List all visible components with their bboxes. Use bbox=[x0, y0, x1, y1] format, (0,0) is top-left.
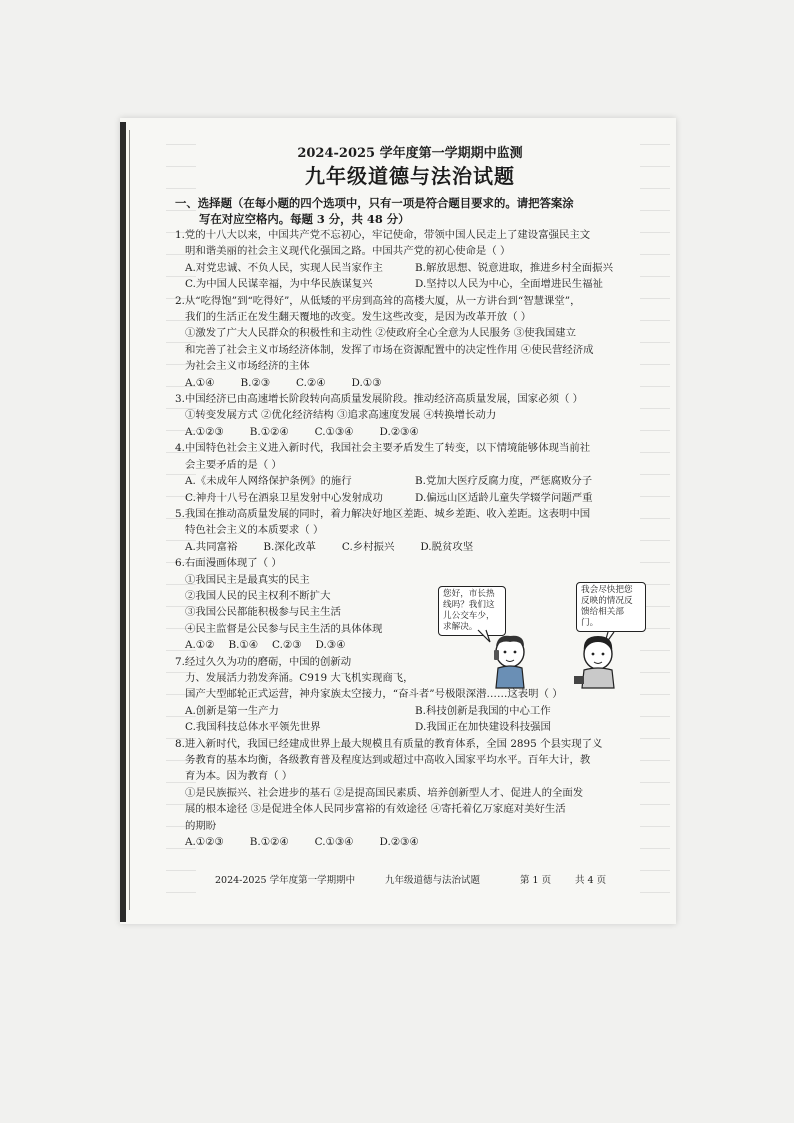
option: B.解放思想、锐意进取，推进乡村全面振兴 bbox=[415, 261, 613, 274]
option: C.①③④ bbox=[314, 836, 354, 849]
footer-subject: 九年级道德与法治试题 bbox=[385, 875, 481, 886]
cartoon-illustration bbox=[438, 580, 658, 690]
option: D.我国正在加快建设科技强国 bbox=[415, 721, 551, 734]
option: B.科技创新是我国的中心工作 bbox=[415, 704, 551, 717]
option: C.②④ bbox=[296, 376, 326, 389]
question-4-options bbox=[175, 473, 645, 506]
option: A.①②③ bbox=[185, 836, 224, 849]
question-5: 5.我国在推动高质量发展的同时，着力解决好地区差距、城乡差距、收入差距。这表明中国 特色社会主义的本质要求（ ） A.共同富裕 B.深化改革 C.乡村振兴 D.脱贫攻坚 bbox=[175, 506, 645, 555]
citizen-figure bbox=[494, 636, 524, 688]
question-8-options bbox=[175, 834, 645, 850]
option: B.①④ bbox=[228, 639, 259, 652]
binding-line bbox=[129, 130, 130, 910]
exam-content bbox=[175, 145, 645, 850]
option: A.共同富裕 bbox=[185, 540, 238, 553]
footer-total: 共 4 页 bbox=[575, 875, 607, 886]
footer-page: 第 1 页 bbox=[520, 875, 552, 886]
exam-title: 九年级道德与法治试题 bbox=[305, 164, 515, 188]
option: B.②③ bbox=[240, 376, 271, 389]
exam-year-line: 2024-2025 学年度第一学期期中监测 bbox=[297, 146, 523, 161]
option: C.我国科技总体水平领先世界 bbox=[185, 721, 321, 734]
option: D.③④ bbox=[315, 639, 346, 652]
question-1-options bbox=[175, 260, 645, 293]
option: B.党加大医疗反腐力度，严惩腐败分子 bbox=[415, 475, 593, 488]
binding-edge bbox=[120, 122, 126, 922]
option: A.①② bbox=[185, 639, 215, 652]
option: A.①②③ bbox=[185, 425, 224, 438]
question-5-options bbox=[175, 539, 645, 555]
question-8: 8.进入新时代，我国已经建成世界上最大规模且有质量的教育体系，全国 2895 个县实现了义 务教育的基本均衡，各级教育普及程度达到或超过中高收入国家平均水平。百年大计，教 育为本。因为教育（ ） ①是民族振兴、社会进步的基石 ②是提高国民素质、培养创新型人才、促进人的全面发 展的根本途径 ③是促进全体人民同步富裕的有效途径 ④寄托着亿万家庭对美好生活 的期盼 A.①②③ B.①②④ C.①③④ D.②③④ bbox=[175, 736, 645, 851]
question-7-options bbox=[175, 703, 645, 736]
option: A.创新是第一生产力 bbox=[185, 704, 279, 717]
option: D.偏远山区适龄儿童失学辍学问题严重 bbox=[415, 491, 593, 504]
question-3-options bbox=[175, 424, 645, 440]
option: B.①②④ bbox=[249, 425, 289, 438]
question-6: 6.右面漫画体现了（ ） ①我国民主是最真实的民主 ②我国人民的民主权利不断扩大 ③我国公民都能积极参与民主生活 ④民主监督是公民参与民主生活的具体体现 A.①② B.①④ C.②③ D.③④ bbox=[175, 555, 645, 653]
option: A.①④ bbox=[185, 376, 215, 389]
question-7: 7.经过久久为功的磨砺，中国的创新动 力、发展活力勃发奔涌。C919 大飞机实现商飞， 国产大型邮轮正式运营，神舟家族太空接力，“奋斗者”号极限深潜……这表明（ ） A.创新是第一生产力 B.科技创新是我国的中心工作 C.我国科技总体水平领先世界 D.我国正在加快建设科技强国 bbox=[175, 654, 645, 736]
speech-bubble-right: 我会尽快把您反映的情况反馈给相关部门。 bbox=[576, 582, 646, 632]
footer-exam: 2024-2025 学年度第一学期期中 bbox=[215, 875, 356, 886]
option: D.②③④ bbox=[379, 425, 419, 438]
question-2: 2.从“吃得饱”到“吃得好”，从低矮的平房到高耸的高楼大厦，从一方讲台到“智慧课堂”， 我们的生活正在发生翻天覆地的改变。发生这些改变，是因为改革开放（ ） ①激发了广大人民群众的积极性和主动性 ②使政府全心全意为人民服务 ③使我国建立 和完善了社会主义市场经济体制，发挥了市场在资源配置中的决定性作用 ④使民营经济成 为社会主义市场经济的主体 A.①④ B.②③ C.②④ D.①③ bbox=[175, 293, 645, 391]
option: D.坚持以人民为中心，全面增进民生福祉 bbox=[415, 278, 603, 291]
option: C.②③ bbox=[272, 639, 302, 652]
speech-bubble-left: 您好，市长热线吗？我们这儿公交车少，求解决。 bbox=[438, 586, 506, 636]
option: D.①③ bbox=[351, 376, 382, 389]
official-figure bbox=[574, 636, 614, 688]
option: A.对党忠诚、不负人民，实现人民当家作主 bbox=[185, 261, 383, 274]
question-4: 4.中国特色社会主义进入新时代，我国社会主要矛盾发生了转变，以下情境能够体现当前社 会主要矛盾的是（ ） A.《未成年人网络保护条例》的施行 B.党加大医疗反腐力度，严惩腐败分子 C.神舟十八号在酒泉卫星发射中心发射成功 D.偏远山区适龄儿童失学辍学问题严重 bbox=[175, 440, 645, 506]
option: A.《未成年人网络保护条例》的施行 bbox=[185, 475, 352, 488]
section-heading: 一、选择题（在每小题的四个选项中，只有一项是符合题目要求的。请把答案涂 写在对应空格内。每题 3 分，共 48 分） bbox=[175, 196, 574, 226]
question-3: 3.中国经济已由高速增长阶段转向高质量发展阶段。推动经济高质量发展，国家必须（ ） ①转变发展方式 ②优化经济结构 ③追求高速度发展 ④转换增长动力 A.①②③ B.①②④ C.①③④ D.②③④ bbox=[175, 391, 645, 440]
option: C.神舟十八号在酒泉卫星发射中心发射成功 bbox=[185, 491, 383, 504]
cartoon-figures bbox=[438, 580, 658, 690]
option: D.脱贫攻坚 bbox=[420, 540, 474, 553]
option: C.①③④ bbox=[314, 425, 354, 438]
option: C.为中国人民谋幸福，为中华民族谋复兴 bbox=[185, 278, 373, 291]
option: C.乡村振兴 bbox=[341, 540, 395, 553]
question-1: 1.党的十八大以来，中国共产党不忘初心，牢记使命，带领中国人民走上了建设富强民主文 明和谐美丽的社会主义现代化强国之路。中国共产党的初心使命是（ ） A.对党忠诚、不负人民，实现人民当家作主 B.解放思想、锐意进取，推进乡村全面振兴 C.为中国人民谋幸福，为中华民族谋复兴 D.坚持以人民为中心，全面增进民生福祉 bbox=[175, 227, 645, 293]
question-2-options bbox=[175, 375, 645, 391]
option: B.①②④ bbox=[249, 836, 289, 849]
page-footer bbox=[215, 872, 635, 886]
option: B.深化改革 bbox=[263, 540, 316, 553]
option: D.②③④ bbox=[379, 836, 419, 849]
